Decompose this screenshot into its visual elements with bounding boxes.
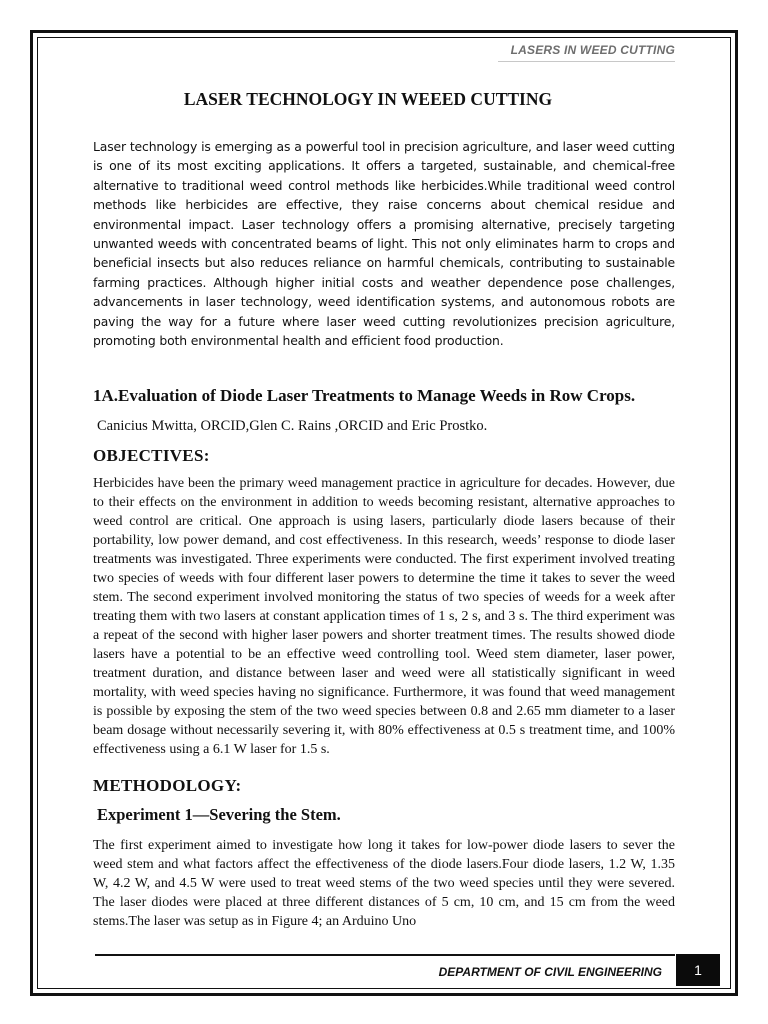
page-number: 1 [676,954,720,986]
section-heading: 1A.Evaluation of Diode Laser Treatments to Manage Weeds in Row Crops. [93,386,636,405]
intro-paragraph: Laser technology is emerging as a powerful tool in precision agriculture, and laser weed cutting is one of its most exciting applications. It offers a targeted, sustainable, and chemical-free alternative to traditional weed control methods like herbicides.While traditional weed control methods like herbicides are effective, they raise concerns about chemical residue and environmental impact. Laser technology offers a promising alternative, precisely targeting unwanted weeds with concentrated beams of light. This not only eliminates harm to crops and beneficial insects but also reduces reliance on harmful chemicals, contributing to sustainable farming practices. Although higher initial costs and weather dependence pose challenges, advancements in laser technology, weed identification systems, and autonomous robots are paving the way for a future where laser weed cutting revolutionizes precision agriculture, promoting both environmental health and efficient food production. [93,139,675,349]
document-title: LASER TECHNOLOGY IN WEEED CUTTING [183,89,553,109]
experiment-paragraph: The first experiment aimed to investigate how long it takes for low-power diode lasers to sever the weed stem and what factors affect the effectiveness of the diode lasers.Four diode lasers, 1.2 W, 1.35 W, 4.2 W, and 4.5 W were used to treat weed stems of the two weed species until they were severed. The laser diodes were placed at three different distances of 5 cm, 10 cm, and 15 cm from the weed stems.The laser was setup as in Figure 4; an Arduino Uno [93,838,675,929]
authors-line: Canicius Mwitta, ORCID,Glen C. Rains ,ORCID and Eric Prostko. [97,418,488,434]
objectives-paragraph: Herbicides have been the primary weed management practice in agriculture for decades. However, due to their effects on the environment in addition to weeds becoming resistant, alternative approaches to weed control are critical. One approach is using lasers, particularly diode lasers because of their portability, low power demand, and cost effectiveness. In this research, weeds’ response to diode laser treatments was investigated. Three experiments were conducted. The first experiment involved treating two species of weeds with four different laser powers to determine the time it takes to sever the weed stem. The second experiment involved monitoring the status of two species of weeds for a week after treating them with two lasers at constant application times of 1 s, 2 s, and 3 s. The third experiment was a repeat of the second with higher laser powers and shorter treatment times. The results showed diode lasers have a potential to be an effective weed controlling tool. Weed stem diameter, laser power, treatment duration, and distance between laser and weed were all statistically significant in weed mortality, with weed species having no significance. Furthermore, it was found that weed management is possible by exposing the stem of the two weed species between 0.8 and 2.65 mm diameter to a laser beam dosage without necessarily severing it, with 80% effectiveness at 0.5 s treatment time, and 100% effectiveness using a 6.1 W laser for 1.5 s. [93,476,675,757]
footer-rule [95,954,675,956]
methodology-heading: METHODOLOGY: [93,776,242,795]
objectives-heading: OBJECTIVES: [93,446,210,465]
footer-department: DEPARTMENT OF CIVIL ENGINEERING [438,965,662,979]
experiment-heading: Experiment 1—Severing the Stem. [97,805,341,824]
header-rule [498,61,675,62]
running-header: LASERS IN WEED CUTTING [510,43,675,57]
